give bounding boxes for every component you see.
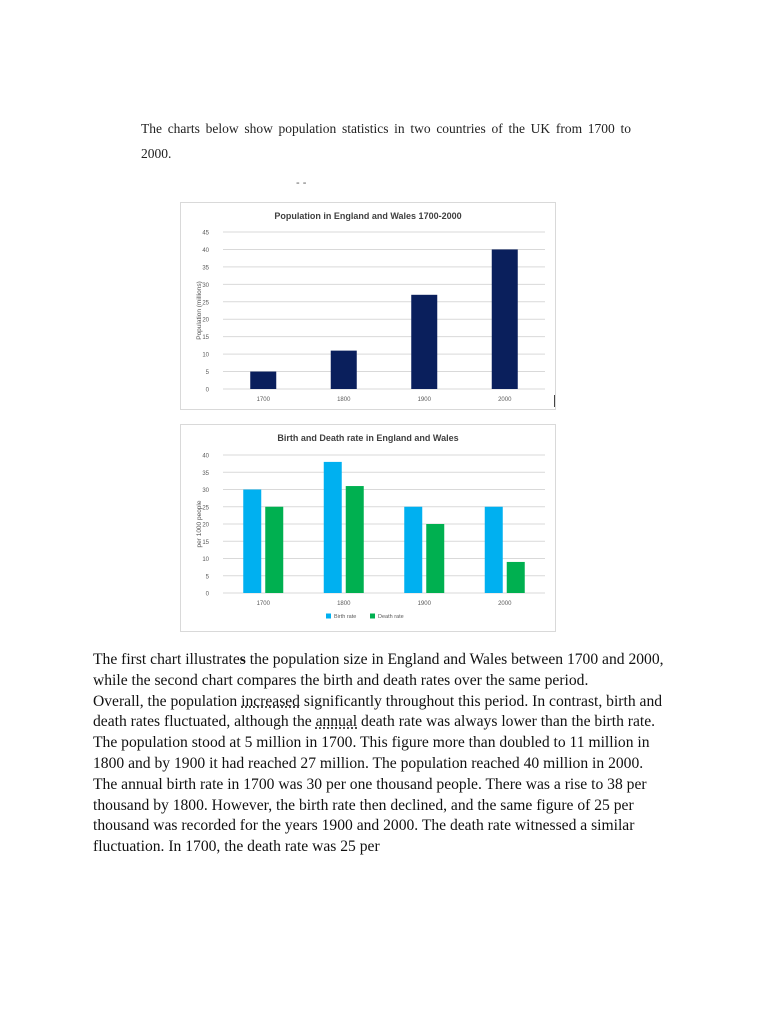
y-tick-label: 45 [202, 230, 209, 237]
y-tick-label: 5 [205, 574, 209, 581]
body-text [93, 650, 673, 858]
y-tick-label: 40 [202, 453, 209, 460]
death-rate-bar [507, 562, 525, 593]
y-tick-label: 15 [202, 335, 209, 342]
y-tick-label: 30 [202, 282, 209, 289]
birth-rate-bar [324, 462, 342, 593]
death-rate-bar [426, 524, 444, 593]
edge-mark [554, 395, 555, 407]
y-tick-label: 20 [202, 317, 209, 324]
y-tick-label: 25 [202, 300, 209, 307]
population-bar [250, 372, 276, 389]
y-tick-label: 35 [202, 265, 209, 272]
birth-rate-bar [404, 507, 422, 593]
y-axis-label: Population (millions) [196, 281, 203, 340]
intro-text: The charts below show population statistics in two countries of the UK from 1700 to 2000. [141, 121, 631, 161]
death-rate-bar [265, 507, 283, 593]
p1-part-b: s [239, 651, 246, 668]
population-bar [492, 249, 518, 389]
population-bar [411, 295, 437, 389]
paragraph-4: The annual birth rate in 1700 was 30 per one thousand people. There was a rise to 38 per thousand by 1800. However, the birth rate then declined, and the same figure of 25 per thousand was recorded for the years 1900 and 2000. The death rate witnessed a similar fluctuation. In 1700, the death rate was 25 per [93, 775, 647, 856]
y-tick-label: 30 [202, 488, 209, 494]
x-tick-label: 1900 [417, 397, 431, 403]
x-tick-label: 1700 [256, 601, 270, 607]
p2-part-e: death rate was always lower than the birth rate. [357, 713, 656, 731]
legend-label: Death rate [378, 614, 404, 620]
p2-increased: increased [241, 692, 300, 710]
birth-death-chart [180, 424, 556, 632]
y-tick-label: 35 [202, 470, 209, 477]
x-tick-label: 1900 [417, 601, 431, 607]
legend-swatch [370, 614, 375, 619]
population-chart-svg [181, 203, 555, 409]
y-tick-label: 10 [202, 557, 209, 563]
x-tick-label: 1800 [337, 601, 351, 607]
population-bar [331, 351, 357, 389]
y-tick-label: 10 [202, 352, 209, 359]
population-chart [180, 202, 556, 410]
birth-rate-bar [485, 507, 503, 593]
p2-part-a: Overall, the population [93, 692, 242, 710]
p1-part-c: the population size in England and Wales between 1700 and 2000, while the second chart compares the birth and death rates over the same period. [93, 651, 664, 689]
p1-part-a: The first chart illustrate [93, 651, 240, 668]
x-tick-label: 1800 [337, 397, 351, 403]
y-tick-label: 25 [202, 505, 209, 512]
legend-label: Birth rate [334, 614, 357, 620]
stray-marks: - - [296, 177, 307, 189]
paragraph-2 [93, 692, 673, 734]
x-tick-label: 2000 [498, 601, 512, 607]
x-tick-label: 2000 [498, 397, 512, 403]
paragraph-3: The population stood at 5 million in 1700. This figure more than doubled to 11 million in 1800 and by 1900 it had reached 27 million. The population reached 40 million in 2000. [93, 734, 650, 772]
y-tick-label: 0 [205, 387, 209, 394]
p2-part-c: significantly throughout this period. In contrast, birth and death rates fluctuated, although the [93, 692, 663, 731]
y-tick-label: 5 [205, 370, 209, 377]
y-tick-label: 15 [202, 539, 209, 546]
paragraph-1 [93, 650, 673, 692]
p2-annual: annual [315, 713, 358, 731]
y-tick-label: 0 [205, 591, 209, 598]
legend-swatch [326, 614, 331, 619]
death-rate-bar [346, 486, 364, 593]
y-axis-label: per 1000 people [196, 500, 203, 548]
chart-title: Population in England and Wales 1700-2000 [274, 211, 462, 221]
x-tick-label: 1700 [256, 397, 270, 403]
y-tick-label: 20 [202, 522, 209, 529]
chart-title: Birth and Death rate in England and Wales [277, 433, 459, 443]
birth-rate-bar [243, 490, 261, 594]
birth-death-chart-svg [181, 425, 555, 631]
y-tick-label: 40 [202, 247, 209, 254]
